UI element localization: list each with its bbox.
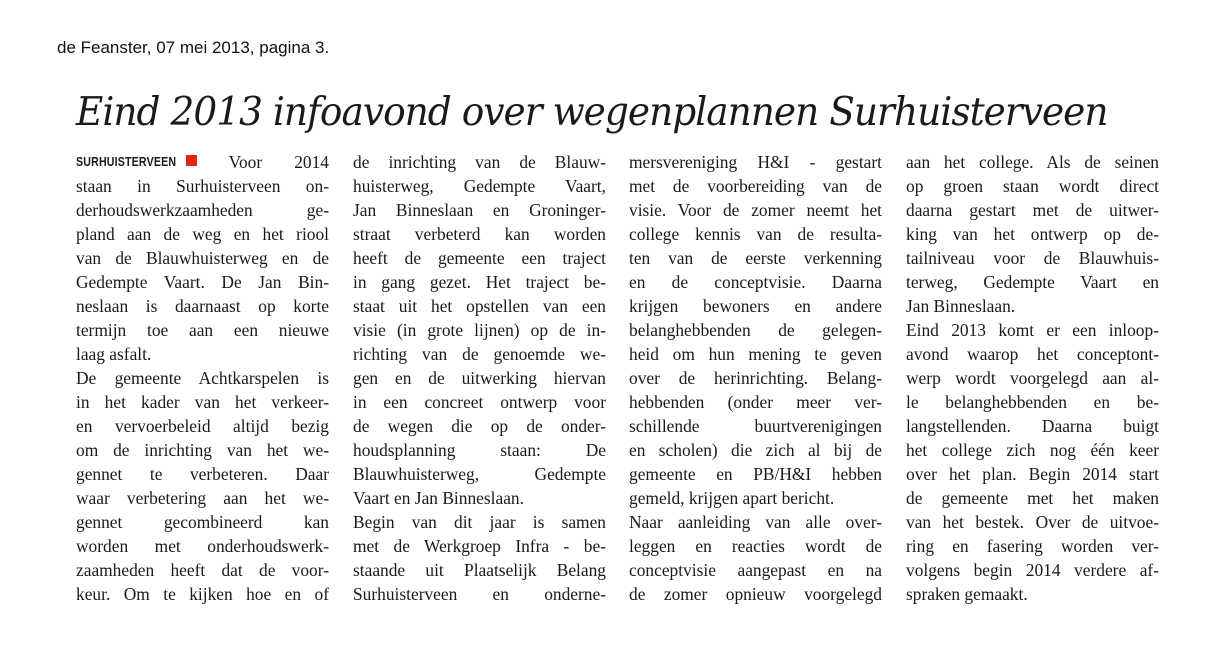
article-line: De gemeente Achtkarspelen is [76, 368, 329, 388]
article-line: leggen en reacties wordt de [629, 536, 882, 556]
article-line: werp wordt voorgelegd aan al- [906, 368, 1159, 388]
article-line: zaamheden heeft dat de voor- [76, 560, 329, 580]
article-line: conceptvisie aangepast en na [629, 560, 882, 580]
article-line: staande uit Plaatselijk Belang [353, 560, 606, 580]
article-line: pland aan de weg en het riool [76, 224, 329, 244]
article-line: college kennis van de resulta- [629, 224, 882, 244]
article-line: het college zich nog één keer [906, 440, 1159, 460]
article-line: tailniveau voor de Blauwhuis- [906, 248, 1159, 268]
article-body [76, 150, 1158, 610]
article-line: aan het college. Als de seinen [906, 152, 1159, 172]
article-line: derhoudswerkzaamheden ge- [76, 200, 329, 220]
article-line: krijgen bewoners en andere [629, 296, 882, 316]
article-line: spraken gemaakt. [906, 584, 1028, 604]
article-line: van het bestek. Over de uitvoe- [906, 512, 1159, 532]
article-line: over het plan. Begin 2014 start [906, 464, 1159, 484]
article-line: avond waarop het conceptont- [906, 344, 1159, 364]
article-line: Vaart en Jan Binneslaan. [353, 488, 524, 508]
article-line: straat verbeterd kan worden [353, 224, 606, 244]
dateline: SURHUISTERVEEN [76, 155, 177, 169]
source-reference: de Feanster, 07 mei 2013, pagina 3. [57, 38, 330, 57]
article-line: gemeente en PB/H&I hebben [629, 464, 882, 484]
article-line: heid om hun mening te geven [629, 344, 882, 364]
article-line: huisterweg, Gedempte Vaart, [353, 176, 606, 196]
article-line: Eind 2013 komt er een inloop- [906, 320, 1159, 340]
article-line: gennet gecombineerd kan [76, 512, 329, 532]
article-line: de gemeente met het maken [906, 488, 1159, 508]
article-line: met de voorbereiding van de [629, 176, 882, 196]
article-line: en de conceptvisie. Daarna [629, 272, 882, 292]
article-column-2 [353, 150, 606, 606]
article-line: om de inrichting van het we- [76, 440, 329, 460]
article-line: Jan Binneslaan en Groninger- [353, 200, 606, 220]
article-line: king van het ontwerp op de- [906, 224, 1159, 244]
article-line: Begin van dit jaar is samen [353, 512, 606, 532]
article-line: ten van de eerste verkenning [629, 248, 882, 268]
article-line: van de Blauwhuisterweg en de [76, 248, 329, 268]
article-line: gen en de uitwerking hiervan [353, 368, 606, 388]
article-line: Gedempte Vaart. De Jan Bin- [76, 272, 329, 292]
article-column-1 [76, 150, 329, 606]
article-line: heeft de gemeente een traject [353, 248, 606, 268]
article-line: gemeld, krijgen apart bericht. [629, 488, 835, 508]
article-line: met de Werkgroep Infra - be- [353, 536, 606, 556]
article-line: op groen staan wordt direct [906, 176, 1159, 196]
article-line: staan in Surhuisterveen on- [76, 176, 329, 196]
article-line: hebbenden (onder meer ver- [629, 392, 882, 412]
article-line: en vervoerbeleid altijd bezig [76, 416, 329, 436]
article-line: worden met onderhoudswerk- [76, 536, 329, 556]
article-line: le belanghebbenden en be- [906, 392, 1159, 412]
article-headline: Eind 2013 infoavond over wegenplannen Surhuisterveen [76, 90, 1108, 135]
article-line: gennet te verbeteren. Daar [76, 464, 329, 484]
article-line: in het kader van het verkeer- [76, 392, 329, 412]
article-line: Surhuisterveen en onderne- [353, 584, 606, 604]
article-line: keur. Om te kijken hoe en of [76, 584, 329, 604]
red-square-icon [186, 155, 197, 166]
article-first-line [76, 150, 329, 174]
article-line: en scholen) die zich al bij de [629, 440, 882, 460]
article-line: mersvereniging H&I - gestart [629, 152, 882, 172]
article-line: daarna gestart met de uitwer- [906, 200, 1159, 220]
article-line: staat uit het opstellen van een [353, 296, 606, 316]
article-line: laag asfalt. [76, 344, 152, 364]
article-column-3 [629, 150, 882, 606]
article-line: de zomer opnieuw voorgelegd [629, 584, 882, 604]
article-line: in gang gezet. Het traject be- [353, 272, 606, 292]
article-line: visie. Voor de zomer neemt het [629, 200, 882, 220]
article-line: ring en fasering worden ver- [906, 536, 1159, 556]
article-line: belanghebbenden de gelegen- [629, 320, 882, 340]
first-line-text: Voor 2014 [228, 152, 329, 172]
article-line: Naar aanleiding van alle over- [629, 512, 882, 532]
article-line: richting van de genoemde we- [353, 344, 606, 364]
article-line: de inrichting van de Blauw- [353, 152, 606, 172]
article-line: termijn toe aan een nieuwe [76, 320, 329, 340]
article-line: langstellenden. Daarna buigt [906, 416, 1159, 436]
article-line: visie (in grote lijnen) op de in- [353, 320, 606, 340]
article-line: de wegen die op de onder- [353, 416, 606, 436]
article-line: Blauwhuisterweg, Gedempte [353, 464, 606, 484]
article-line: over de herinrichting. Belang- [629, 368, 882, 388]
article-line: neslaan is daarnaast op korte [76, 296, 329, 316]
article-line: schillende buurtverenigingen [629, 416, 882, 436]
article-column-4 [906, 150, 1159, 606]
article-line: houdsplanning staan: De [353, 440, 606, 460]
article-line: terweg, Gedempte Vaart en [906, 272, 1159, 292]
article-line: Jan Binneslaan. [906, 296, 1016, 316]
article-line: volgens begin 2014 verdere af- [906, 560, 1159, 580]
article-line: in een concreet ontwerp voor [353, 392, 606, 412]
article-line: waar verbetering aan het we- [76, 488, 329, 508]
